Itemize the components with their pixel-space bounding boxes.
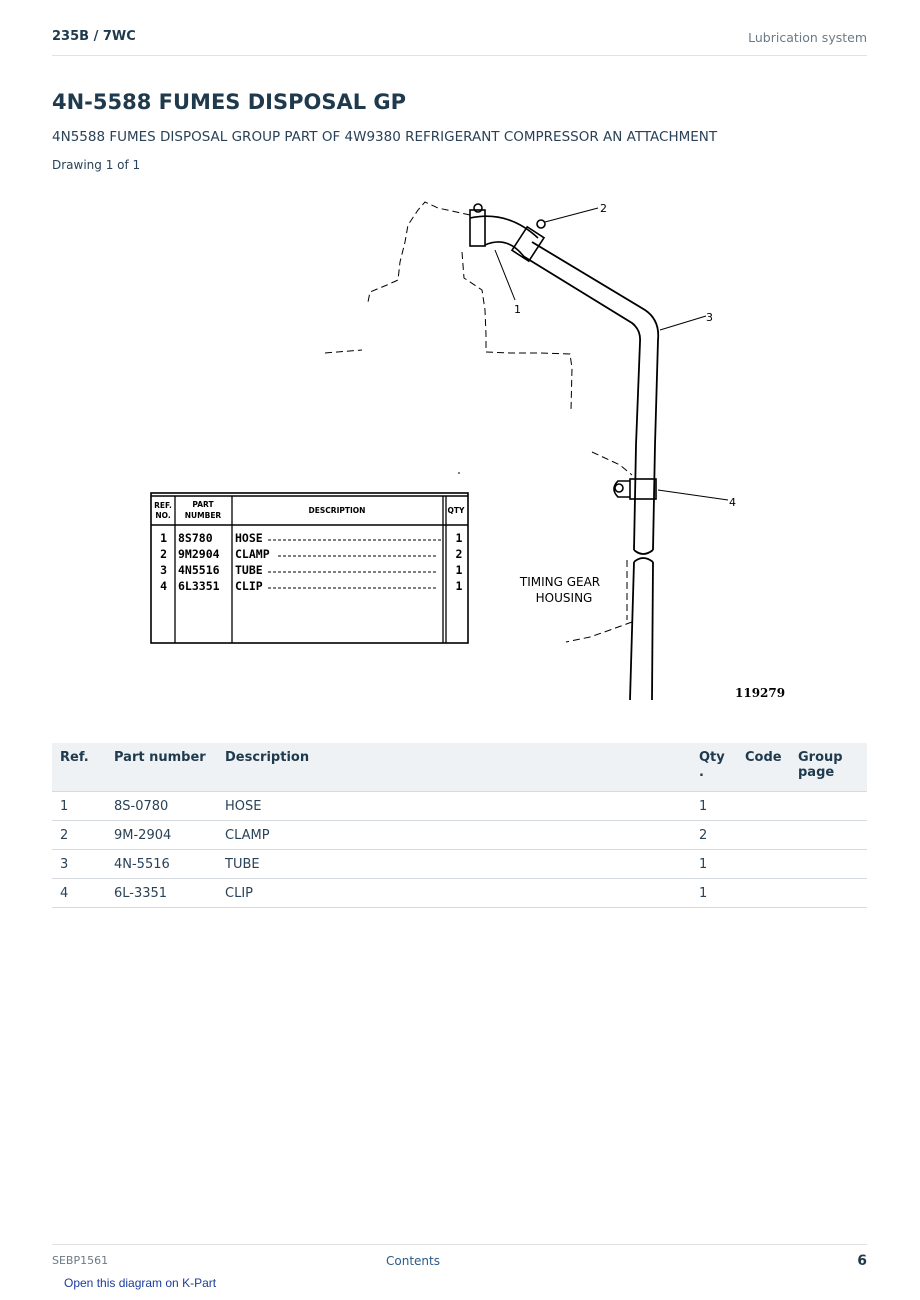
row-ref: 1 — [52, 792, 106, 821]
document-id: SEBP1561 — [52, 1254, 109, 1267]
row-group-page — [790, 879, 867, 908]
row-part-number: 4N-5516 — [106, 850, 217, 879]
legend-row — [160, 531, 462, 545]
page-footer — [52, 1244, 867, 1275]
page-subtitle: 4N5588 FUMES DISPOSAL GROUP PART OF 4W9380 REFRIGERANT COMPRESSOR AN ATTACHMENT — [52, 129, 718, 145]
row-group-page — [790, 821, 867, 850]
header-ref: Ref. — [52, 743, 106, 792]
row-group-page — [790, 792, 867, 821]
legend-ref: 3 — [160, 563, 167, 577]
row-part-number: 6L-3351 — [106, 879, 217, 908]
legend-desc: CLAMP — [235, 547, 270, 561]
row-code — [737, 792, 790, 821]
table-row — [52, 850, 867, 879]
row-description: CLIP — [217, 879, 691, 908]
row-qty: 1 — [691, 850, 737, 879]
row-part-number: 8S-0780 — [106, 792, 217, 821]
header-code: Code — [737, 743, 790, 792]
legend-ref: 1 — [160, 531, 167, 545]
row-description: CLAMP — [217, 821, 691, 850]
row-part-number: 9M-2904 — [106, 821, 217, 850]
parts-diagram[interactable] — [140, 190, 800, 720]
callout-leaders — [495, 208, 728, 500]
hose-drawing — [470, 204, 545, 261]
legend-desc: TUBE — [235, 563, 263, 577]
header-qty-line1: Qty — [699, 750, 725, 765]
legend-qty: 2 — [455, 547, 463, 561]
legend-row — [160, 579, 462, 593]
header-group-page — [790, 743, 867, 792]
legend-qty: 1 — [455, 579, 463, 593]
legend-part: 9M2904 — [178, 547, 220, 561]
legend-header-no: NO. — [155, 511, 171, 520]
row-group-page — [790, 850, 867, 879]
legend-header-part: PART — [192, 500, 214, 509]
model-label: 235B / 7WC — [52, 29, 136, 44]
legend-row — [160, 563, 462, 577]
row-qty: 1 — [691, 792, 737, 821]
row-code — [737, 879, 790, 908]
contents-link[interactable]: Contents — [386, 1254, 440, 1268]
legend-part: 8S780 — [178, 531, 213, 545]
table-row — [52, 792, 867, 821]
parts-table-header — [52, 743, 867, 792]
legend-header-number: NUMBER — [184, 511, 222, 520]
legend-qty: 1 — [455, 531, 463, 545]
legend-header-description: DESCRIPTION — [308, 506, 366, 515]
row-description: TUBE — [217, 850, 691, 879]
drawing-count: Drawing 1 of 1 — [52, 158, 141, 172]
header-group-page-line2: page — [798, 765, 835, 780]
callout-2: 2 — [600, 202, 607, 215]
callout-4: 4 — [729, 496, 736, 509]
page-title: 4N-5588 FUMES DISPOSAL GP — [52, 90, 407, 114]
drawing-legend-table — [151, 493, 468, 643]
table-row — [52, 879, 867, 908]
parts-table — [52, 743, 867, 908]
table-row — [52, 821, 867, 850]
legend-desc: CLIP — [235, 579, 263, 593]
timing-gear-label-line1: TIMING GEAR — [519, 575, 601, 589]
legend-ref: 2 — [160, 547, 167, 561]
legend-part: 4N5516 — [178, 563, 220, 577]
page-header — [52, 28, 867, 56]
header-part-number: Part number — [106, 743, 217, 792]
header-description: Description — [217, 743, 691, 792]
callout-3: 3 — [706, 311, 713, 324]
legend-header-qty: QTY — [447, 506, 465, 515]
row-description: HOSE — [217, 792, 691, 821]
header-qty — [691, 743, 737, 792]
row-ref: 4 — [52, 879, 106, 908]
row-code — [737, 821, 790, 850]
legend-header-ref: REF. — [154, 501, 172, 510]
row-ref: 3 — [52, 850, 106, 879]
row-qty: 1 — [691, 879, 737, 908]
timing-gear-label-line2: HOUSING — [535, 591, 593, 605]
row-qty: 2 — [691, 821, 737, 850]
legend-qty: 1 — [455, 563, 463, 577]
drawing-number: 119279 — [735, 686, 786, 700]
row-code — [737, 850, 790, 879]
legend-desc: HOSE — [235, 531, 263, 545]
header-qty-line2: . — [699, 765, 704, 780]
open-k-part-link[interactable]: Open this diagram on K-Part — [64, 1276, 217, 1290]
tube-drawing — [523, 242, 658, 700]
legend-ref: 4 — [160, 579, 167, 593]
row-ref: 2 — [52, 821, 106, 850]
legend-row — [160, 547, 462, 561]
header-group-page-line1: Group — [798, 750, 843, 765]
legend-part: 6L3351 — [178, 579, 220, 593]
section-label: Lubrication system — [748, 30, 867, 45]
page-number: 6 — [857, 1253, 867, 1269]
callout-1: 1 — [514, 303, 521, 316]
